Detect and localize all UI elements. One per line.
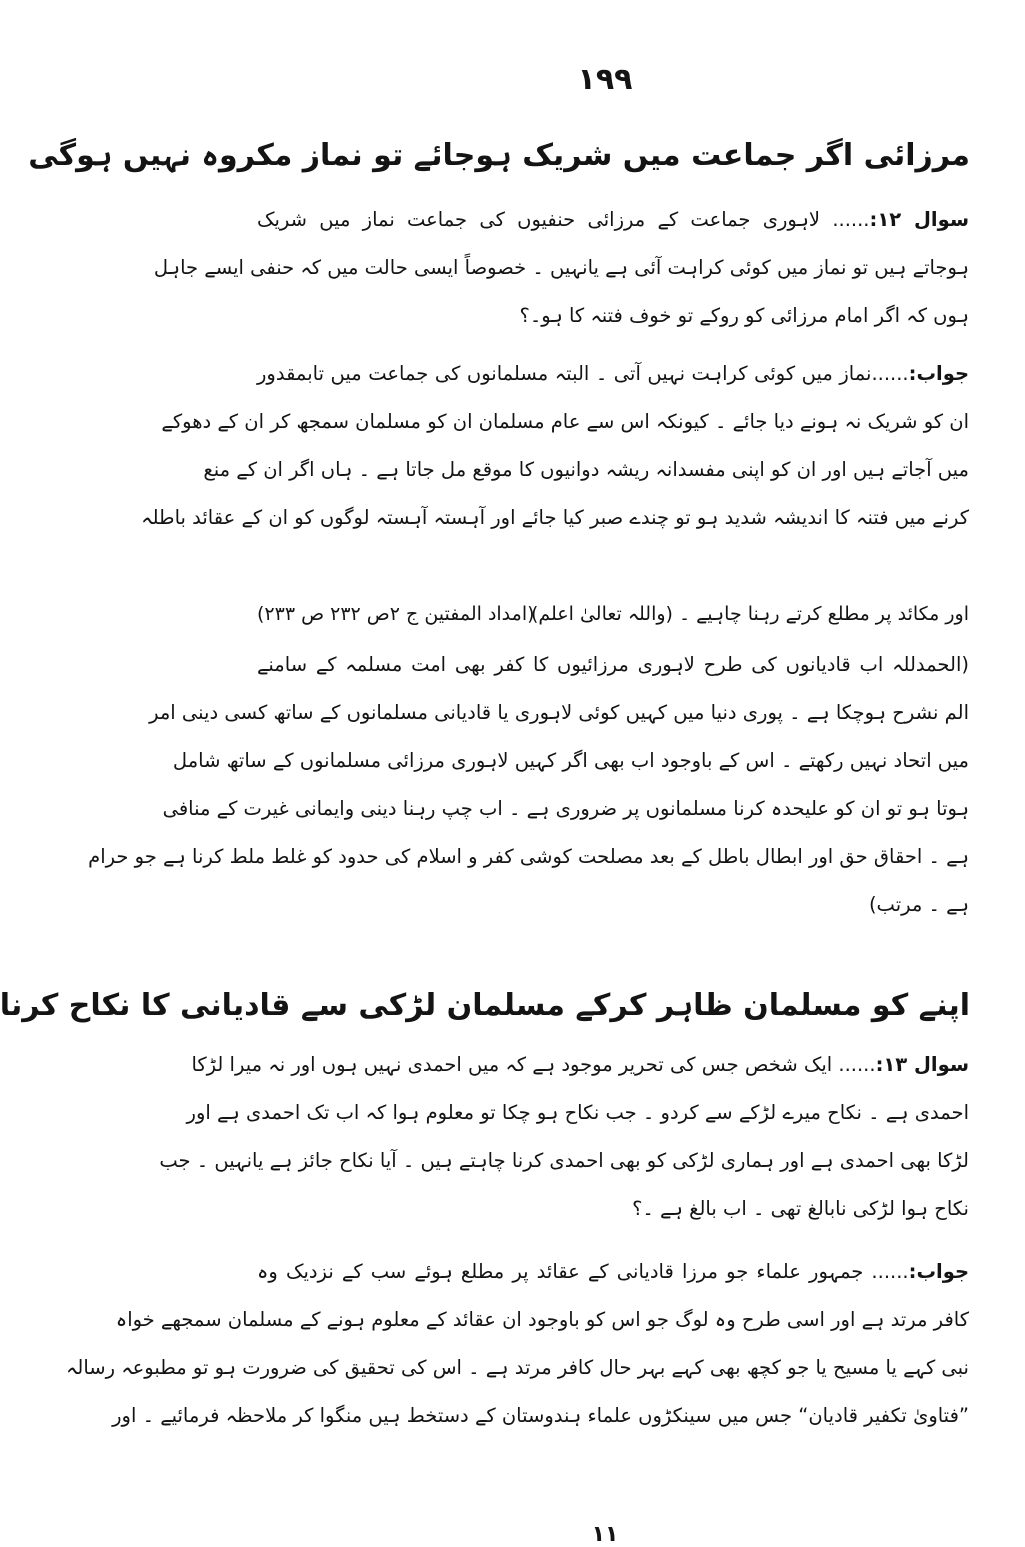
answer-closing-row [257,595,969,633]
editor-note-line: میں اتحاد نہیں رکھتے ۔ اس کے باوجود اب بھی اگر کہیں لاہوری مرزائی مسلمانوں کے ساتھ شامل [172,749,969,772]
answer-13-line [257,1252,969,1292]
reference-citation: (امداد المفتین ج ۲ص ۲۳۲ ص ۲۳۳) [257,603,535,625]
answer-12-line: میں آجاتے ہیں اور ان کو اپنی مفسدانہ ریشہ دوانیوں کا موقع مل جاتا ہے ۔ ہاں اگر ان کے منع [203,458,969,481]
answer-12-line [257,354,969,394]
editor-note-line: ہے ۔ مرتب) [868,893,969,916]
question-12-line: ہوں کہ اگر امام مرزائی کو روکے تو خوف فتنہ کا ہو۔؟ [519,304,969,327]
editor-note-line: الم نشرح ہوچکا ہے ۔ پوری دنیا میں کہیں کوئی لاہوری یا قادیانی مسلمانوں کے ساتھ کسی دینی امر [149,701,969,724]
answer-12-line: ان کو شریک نہ ہونے دیا جائے ۔ کیونکہ اس سے عام مسلمان ان کو مسلمان سمجھ کر ان کے دھوکے [161,410,969,433]
question-13-line [191,1045,969,1085]
answer-13-line: نبی کہے یا مسیح یا جو کچھ بھی کہے بہر حال کافر مرتد ہے ۔ اس کی تحقیق کی ضرورت ہو تو مطبوعہ رسالہ [65,1356,969,1379]
question-13-line: احمدی ہے ۔ نکاح میرے لڑکے سے کردو ۔ جب نکاح ہو چکا تو معلوم ہوا کہ اب تک احمدی ہے اور [186,1101,969,1124]
editor-note-line: ہوتا ہو تو ان کو علیحدہ کرنا مسلمانوں پر ضروری ہے ۔ اب چپ رہنا دینی وایمانی غیرت کے منافی [162,797,969,820]
answer-text: ......نماز میں کوئی کراہت نہیں آتی ۔ البتہ مسلمانوں کی جماعت میں تابمقدور [257,362,909,385]
page-number: ۱۹۹ [577,62,633,97]
editor-note-line: ہے ۔ احقاق حق اور ابطال باطل کے بعد مصلحت کوشی کفر و اسلام کی حدود کو غلط ملط کرنا ہے جو حرام [88,845,969,868]
question-12-line [257,200,969,240]
question-text: ...... ایک شخص جس کی تحریر موجود ہے کہ میں احمدی نہیں ہوں اور نہ میرا لڑکا [191,1053,876,1076]
question-text: ...... لاہوری جماعت کے مرزائی حنفیوں کی جماعت نماز میں شریک [257,208,870,231]
answer-closing-text: اور مکائد پر مطلع کرتے رہنا چاہیے ۔ (واللہ تعالیٰ اعلم) [530,603,969,625]
answer-text: ...... جمہور علماء جو مرزا قادیانی کے عقائد پر مطلع ہوئے سب کے نزدیک وہ [257,1260,909,1283]
question-13-line: نکاح ہوا لڑکی نابالغ تھی ۔ اب بالغ ہے ۔؟ [632,1197,969,1220]
answer-label: جواب: [908,362,969,385]
footer-page-mark: ۱۱ [591,1522,619,1547]
answer-label: جواب: [908,1260,969,1283]
editor-note-line: (الحمدللہ اب قادیانوں کی طرح لاہوری مرزائیوں کا کفر بھی امت مسلمہ کے سامنے [257,653,969,676]
question-label: سوال ۱۳: [875,1053,969,1076]
question-label: سوال ۱۲: [869,208,970,231]
question-13-line: لڑکا بھی احمدی ہے اور ہماری لڑکی کو بھی احمدی کرنا چاہتے ہیں ۔ آیا نکاح جائز ہے یانہیں ۔ جب [159,1149,969,1172]
answer-13-line: ”فتاویٰ تکفیر قادیان“ جس میں سینکڑوں علماء ہندوستان کے دستخط ہیں منگوا کر ملاحظہ فرمائیے ۔ اور [112,1404,969,1427]
section-heading-2: اپنے کو مسلمان ظاہر کرکے مسلمان لڑکی سے قادیانی کا نکاح کرنا [0,988,970,1023]
answer-13-line: کافر مرتد ہے اور اسی طرح وہ لوگ جو اس کو باوجود ان عقائد کے معلوم ہونے کے مسلمان سمجھے خواہ [115,1308,969,1331]
question-12-line: ہوجاتے ہیں تو نماز میں کوئی کراہت آئی ہے یانہیں ۔ خصوصاً ایسی حالت میں کہ حنفی ایسے جاہل [153,256,969,279]
answer-12-line: کرنے میں فتنہ کا اندیشہ شدید ہو تو چندے صبر کیا جائے اور آہستہ آہستہ لوگوں کو ان کے عقائد باطلہ [141,506,969,529]
section-heading-1: مرزائی اگر جماعت میں شریک ہوجائے تو نماز مکروہ نہیں ہوگی [28,138,970,173]
